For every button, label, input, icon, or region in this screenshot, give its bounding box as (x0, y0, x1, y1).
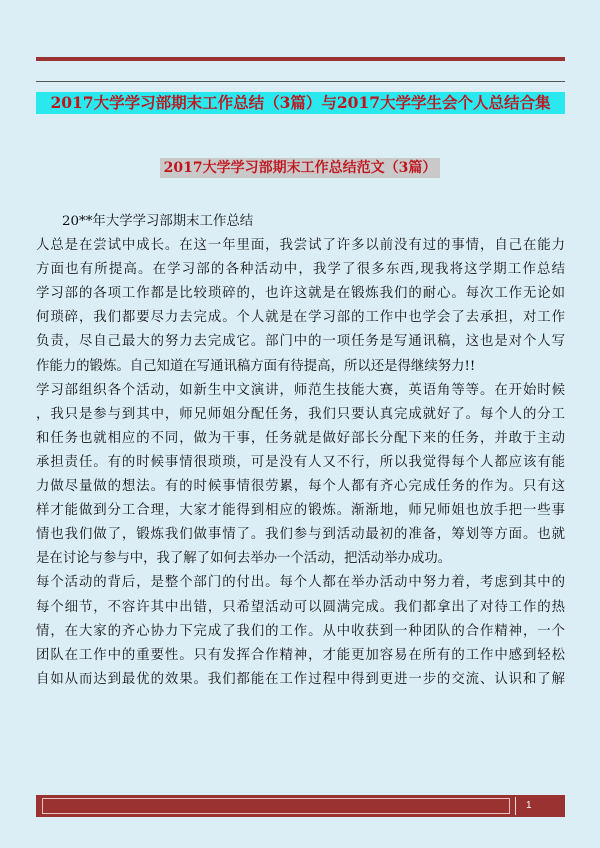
body-line: ，我只是参与到其中，师兄师姐分配任务，我们只要认真完成就好了。每个人的分工 (36, 406, 565, 422)
footer-divider (515, 797, 516, 815)
body-line: 是在讨论与参与中，我了解了如何去举办一个活动，把活动举办成功。 (36, 551, 452, 567)
subtitle-wrapper (0, 157, 600, 178)
body-line: 方面也有所提高。在学习部的各种活动中，我学了很多东西,现我将这学期工作总结 (36, 262, 565, 278)
document-subtitle: 2017大学学习部期末工作总结范文（3篇） (160, 158, 441, 178)
document-body (36, 210, 565, 692)
header-rule-thin (36, 81, 565, 82)
body-line: 作能力的锻炼。自己知道在写通讯稿方面有待提高，所以还是得继续努力!! (36, 358, 476, 374)
page-number: 1 (526, 800, 532, 811)
body-line: 学习部组织各个活动，如新生中文演讲，师范生技能大赛，英语角等等。在开始时候 (36, 382, 565, 398)
body-line: 自如从而达到最优的效果。我们都能在工作过程中得到更进一步的交流、认识和了解 (36, 671, 565, 687)
body-line: 情也我们做了，锻炼我们做事情了。我们参与到活动最初的准备，筹划等方面。也就 (36, 527, 565, 543)
body-line: 负责，尽自己最大的努力去完成它。部门中的一项任务是写通讯稿，这也是对个人写 (36, 334, 565, 350)
body-line: 何琐碎，我们都要尽力去完成。个人就是在学习部的工作中也学会了去承担，对工作 (36, 310, 565, 326)
footer-bar (36, 795, 565, 817)
body-line: 学习部的各项工作都是比较琐碎的，也许这就是在锻炼我们的耐心。每次工作无论如 (36, 286, 565, 302)
body-line: 力做尽量做的想法。有的时候事情很劳累，每个人都有齐心完成任务的作为。只有这 (36, 479, 565, 495)
document-title: 2017大学学习部期末工作总结（3篇）与2017大学学生会个人总结合集 (36, 92, 565, 114)
header-rule-thick (36, 57, 565, 61)
body-line: 人总是在尝试中成长。在这一年里面，我尝试了许多以前没有过的事情，自己在能力 (36, 238, 565, 254)
body-line: 团队在工作中的重要性。只有发挥合作精神，才能更加容易在所有的工作中感到轻松 (36, 647, 565, 663)
body-line: 样才能做到分工合理，大家才能得到相应的锻炼。渐渐地，师兄师姐也放手把一些事 (36, 503, 565, 519)
body-line: 和任务也就相应的不同，做为干事，任务就是做好部长分配下来的任务，并敢于主动 (36, 430, 565, 446)
footer-left-frame (42, 798, 510, 814)
body-heading-line: 20**年大学学习部期末工作总结 (62, 214, 254, 229)
body-line: 每个细节，不容许其中出错，只希望活动可以圆满完成。我们都拿出了对待工作的热 (36, 599, 565, 615)
body-line: 承担责任。有的时候事情很琐琐，可是没有人又不行，所以我觉得每个人都应该有能 (36, 454, 565, 470)
body-line: 每个活动的背后，是整个部门的付出。每个人都在举办活动中努力着，考虑到其中的 (36, 575, 565, 591)
body-line: 情，在大家的齐心协力下完成了我们的工作。从中收获到一种团队的合作精神，一个 (36, 623, 565, 639)
